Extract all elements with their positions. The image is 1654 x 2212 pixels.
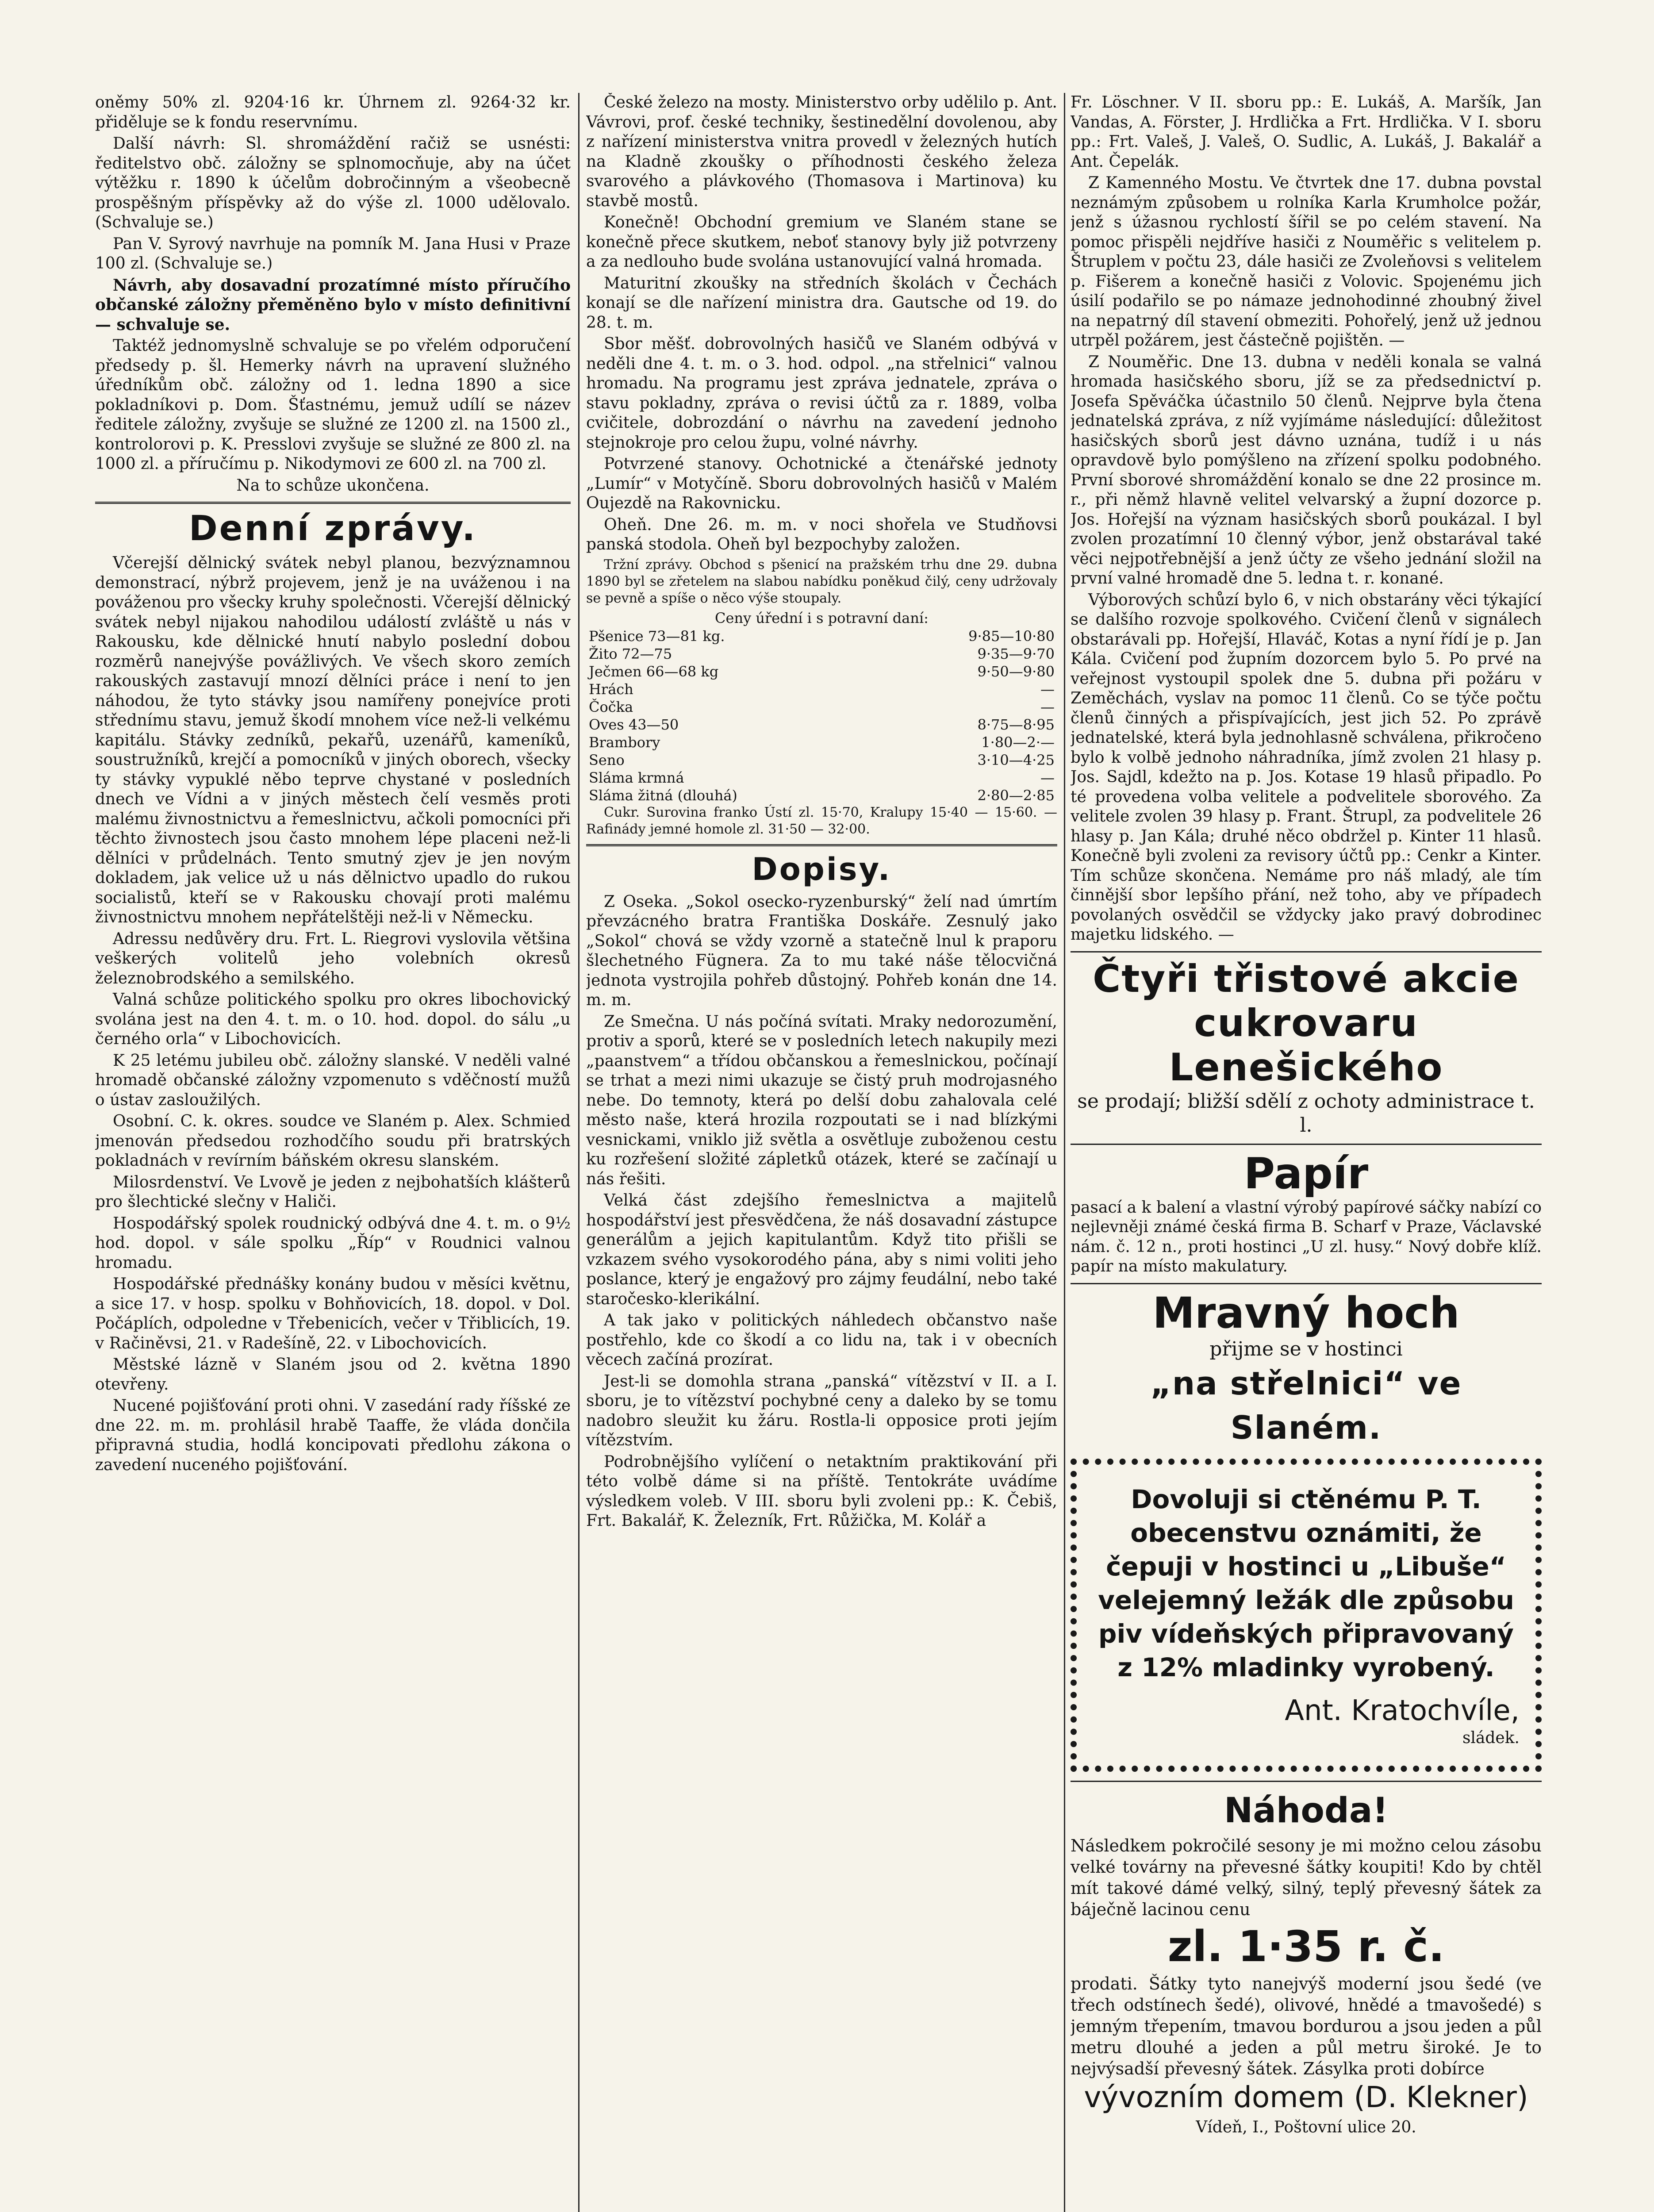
news-item: Adressu nedůvěry dru. Frt. L. Riegrovi vyslovila většina veškerých volitelů jeho volebních okresů železnobrodského a semilského. [95,929,571,987]
ad-boy-place: „na střelnici“ ve Slaném. [1150,1364,1462,1446]
price-row: Seno 3·10—4·25 [589,751,1055,768]
ad-shawls-title: Náhoda! [1224,1791,1389,1831]
price-row: Sláma žitná (dlouhá) 2·80—2·85 [589,787,1055,804]
news-item: České železo na mosty. Ministerstvo orby udělilo p. Ant. Vávrovi, prof. české techniky, šestinedělní dovolenou, aby z nařízení ministerstva vnitra provedl v železných hutích na Kladně zkoušky o příhodnosti českého železa svarového a plávkového (Thomasova i Martinova) ku stavbě mostů. [586,93,1057,210]
section-title-letters: Dopisy. [752,851,892,887]
news-item: K 25 letému jubileu obč. záložny slanské. V neděli valné hromadě občanské záložny vzpomenuto s vděčností mužů o ústav zasloužilých. [95,1051,571,1109]
ad-shares-text: se prodají; bližší sdělí z ochoty administrace t. l. [1077,1090,1535,1137]
news-item: Milosrdenství. Ve Lvově je jeden z nejbohatších klášterů pro šlechtické slečny v Haliči. [95,1173,571,1211]
section-divider [586,844,1057,846]
news-item: Hospodářské přednášky konány budou v měsíci květnu, a sice 17. v hosp. spolku v Bohňovicích, 18. dopol. v Dol. Počáplích, odpoledne v Třebenicích, večer v Třiblicích, 19. v Račiněvsi, 21. v Radešíně, 22. v Libochovicích. [95,1275,571,1352]
ad-shares [1071,957,1542,1137]
price-row: Brambory 1·80—2·— [589,733,1055,751]
newspaper-page [95,93,1542,2212]
price-row: Sláma krmná — [589,769,1055,786]
news-item: Včerejší dělnický svátek nebyl planou, bezvýznamnou demonstrací, nýbrž projevem, jenž je na uváženou i na pováženou pro všecky kruhy společnosti. Včerejší dělnický svátek nebyl nijakou nahodilou událostí zvláště u nás v Rakousku, kde dělnické hnutí nabylo poslední dobou rozměrů nanejvýše povážlivých. Ve všech skoro zemích rakouských zastavují mnozí dělníci práce i není to jen náhodou, že tyto stávky jsou namířeny ponejvíce proti střednímu stavu, jemuž škodí mnohem více než-li velkému kapitálu. Stávky zedníků, pekařů, uzenářů, kameníků, soustružníků, krejčí a pomocníků v jiných oborech, všecky ty stávky vypuklé něbo teprve chystané v posledních dnech ve Vídni a v jiných městech čelí vesměs proti malému živnostnictvu a řemeslnictvu, ačkoli pomocníci při těchto živnostech jsou často mnohem lépe placeni než-li dělníci v průdelnách. Tento smutný zjev je jen novým dokladem, jak velice už u nás dělnictvo upadlo do rukou socialistů, kteří se v Rakousku chovají proti malému živnostnictvu mnohem nepřátelštěji než-li v Německu. [95,554,571,926]
price-row: Čočka — [589,698,1055,715]
section-divider [95,502,571,504]
news-item: Osobní. C. k. okres. soudce ve Slaném p. Alex. Schmied jmenován předsedou rozhodčího soudu při bratrských pokladnách v revírním báňském okresu slanském. [95,1112,571,1170]
price-table [586,609,1057,804]
news-item: Oheň. Dne 26. m. m. v noci shořela ve Studňovsi panská stodola. Oheň byl bezpochyby založen. [586,515,1057,553]
ad-beer [1071,1459,1542,1772]
market-report: Tržní zprávy. Obchod s pšenicí na pražském trhu dne 29. dubna 1890 byl se zřetelem na slabou nabídku poněkud čilý, ceny udržovaly se pevně a spíše o něco výše stoupaly. [586,557,1057,606]
news-item: Z Kamenného Mostu. Ve čtvrtek dne 17. dubna povstal neznámým způsobem u rolníka Karla Krumholce požár, jenž s úžasnou rychlostí šířil se po celém stavení. Na pomoc přispěli nejdříve hasiči z Nouměřic s velitelem p. Štruplem v počtu 23, dále hasiči ze Zvoleňovsi s velitelem p. Fišerem a konečně hasiči z Volovic. Spojenému jich úsilí podařilo se po námaze jednohodinné zhoubný živel na nepatrný díl stavení obmeziti. Pohořelý, jenž už jednou utrpěl požárem, jest částečně pojištěn. — [1071,174,1542,349]
column-2 [586,93,1057,2212]
column-3 [1071,93,1542,2212]
article-para: Taktéž jednomyslně schvaluje se po vřelém odporučení předsedy p. šl. Hemerky návrh na upravení služného úředníkům obč. záložny od 1. ledna 1890 a sice pokladníkovi p. Dom. Šťastnému, jemuž udílí se název ředitele záložny, zvyšuje se služné ze 1200 zl. na 1500 zl., kontrolorovi p. K. Presslovi zvyšuje se služné ze 800 zl. na 1000 zl. a příručímu p. Nikodymovi ze 600 zl. na 700 zl. [95,337,571,473]
ad-boy [1071,1289,1542,1450]
section-title-daily-news: Denní zprávy. [188,509,477,549]
ad-shares-title-2: cukrovaru Lenešického [1169,1001,1443,1090]
ad-shawls-text-1: Následkem pokročilé sesony je mi možno celou zásobu velké továrny na převesné šátky koupiti! Kdo by chtěl mít takové dámé velký, silný, teplý převesný šátek za báječně lacinou cenu [1071,1836,1542,1919]
column-rule [1064,93,1065,2212]
ad-beer-line: piv vídeňských připravovaný [1098,1618,1514,1649]
ad-beer-line: z 12% mladinky vyrobený. [1117,1652,1495,1682]
price-row: Oves 43—50 8·75—8·95 [589,716,1055,733]
ad-beer-signature: Ant. Kratochvíle, [1285,1694,1520,1727]
ad-paper-text: pasací a k balení a vlastní výrobý papírové sáčky nabízí co nejlevněji známé česká firma B. Scharf v Praze, Václavské nám. č. 12 n., proti hostinci „U zl. husy.“ Nový dobře klíž. papír na místo makulatury. [1071,1198,1542,1275]
price-row: Žito 72—75 9·35—9·70 [589,645,1055,662]
news-item: Sbor měšť. dobrovolných hasičů ve Slaném odbývá v neděli dne 4. t. m. o 3. hod. odpol. „na střelnici“ valnou hromadu. Na programu jest zpráva jednatele, zpráva o stavu pokladny, zpráva o revisi účtů za r. 1889, volba cvičitele, dobrozdání o návrhu na zavedení jednoho stejnokroje pro celou župu, volné návrhy. [586,335,1057,452]
article-para: Pan V. Syrový navrhuje na pomník M. Jana Husi v Praze 100 zl. (Schvaluje se.) [95,234,571,273]
ad-paper [1071,1149,1542,1277]
article-para: Návrh, aby dosavadní prozatímné místo příručího občanské záložny přeměněno bylo v místo definitivní — schvaluje se. [95,276,571,334]
letter-item: A tak jako v politických náhledech občanstvo naše postřehlo, kde co škodí a co lidu na, tak i v obecních věcech začíná prozírat. [586,1311,1057,1369]
ad-boy-title: Mravný hoch [1152,1288,1460,1338]
news-item: Fr. Löschner. V II. sboru pp.: E. Lukáš, A. Maršík, Jan Vandas, A. Förster, J. Hrdlička a Frt. Hrdlička. V I. sboru pp.: Frt. Valeš, J. Valeš, O. Sudlic, A. Lukáš, J. Bakalář a Ant. Čepelák. [1071,93,1542,171]
closing-line: Na to schůze ukončena. [236,476,430,495]
column-rule [578,93,579,2212]
letter-item: Podrobnějšího vylíčení o netaktním praktikování při této volbě dáme si na příště. Tentokráte uvádíme výsledkem voleb. V III. sboru byli zvoleni pp.: K. Čebiš, Frt. Bakalář, K. Železník, Frt. Růžička, M. Kolář a [586,1452,1057,1530]
ad-divider [1071,1283,1542,1284]
ad-shawls-price: zl. 1·35 r. č. [1167,1922,1445,1971]
ad-beer-line: obecenstvu oznámiti, že čepuji v hostinci u „Libuše“ [1106,1517,1506,1582]
ad-beer-role: sládek. [1462,1728,1520,1747]
price-row: Hrách — [589,680,1055,698]
article-para: oněmy 50% zl. 9204·16 kr. Úhrnem zl. 9264·32 kr. přiděluje se k fondu reservnímu. [95,93,571,131]
ad-boy-text: přijme se v hostinci [1209,1337,1403,1360]
news-item: Z Nouměřic. Dne 13. dubna v neděli konala se valná hromada hasičského sboru, jíž se za předsednictví p. Josefa Spěváčka účastnilo 50 členů. Nejprve byla čtena jednatelská zpráva, z níž vyjímáme následující: důležitost hasičských sborů jest dávno uznána, tudíž i u nás opravdově bylo pomýšleno na zřízení spolku podobného. První sborové shromáždění konalo se dne 22 prosince m. r., při němž hlavně velitel velvarský a župní dozorce p. Jos. Hořejší na význam hasičských sborů poukázal. I byl zvolen prozatímní 10 členný výbor, jenž obstarával také věci nejpotřebnější a jenž účty ze všeho jednání složil na první valné hromadě dne 5. ledna t. r. konané. [1071,353,1542,588]
article-para: Další návrh: Sl. shromáždění račiž se usnésti: ředitelstvo obč. záložny se splnomocňuje, aby na účet výtěžku r. 1890 k účelům dobročinným a všeobecně prospěšným příspěvky až do výše zl. 1000 udělovalo. (Schvaluje se.) [95,134,571,231]
news-item: Nucené pojišťování proti ohni. V zasedání rady říšské ze dne 22. m. m. prohlásil hrabě Taaffe, že vláda dončila připravná studia, hodlá koncipovati předlohu zákona o zavedení nuceného pojišťování. [95,1397,571,1474]
news-item: Valná schůze politického spolku pro okres libochovický svolána jest na den 4. t. m. o 10. hod. dopol. do sálu „u černého orla“ v Libochovicích. [95,991,571,1048]
ad-paper-title: Papír [1243,1148,1369,1198]
ad-beer-line: Dovoluji si ctěnému P. T. [1131,1484,1481,1514]
letter-item: Jest-li se domohla strana „panská“ vítězství v II. a I. sboru, je to vítězství pochybné ceny a daleko by se tomu nadobro sleužit ku žáru. Rostla-li opposice proti jejím vítězstvím. [586,1372,1057,1449]
news-item: Výborových schůzí bylo 6, v nich obstarány věci týkající se dalšího rozvoje spolkového. Cvičení členů v signálech obstarávali pp. Hořejší, Hlaváč, Kotas a nyní řídí je p. Jan Kála. Cvičení pod župním dozorcem bylo 5. Po prvé na veřejnost vystoupil spolek dne 5. dubna při požáru v Zeměchách, vyslav na pomoc 11 členů. Co se týče počtu členů činných a přispívajících, jest jich 52. Po zprávě jednatelské, která byla jednohlasně schválena, přikročeno bylo k volbě jednoho náhradníka, jímž zvolen 21 hlasy p. Jos. Sajdl, kdežto na p. Jos. Kotase 19 hlasů připadlo. Po té provedena volba velitele a podvelitele sborového. Za velitele zvolen 39 hlasy p. Frant. Štrupl, za podvelitele 26 hlasy p. Jan Kála; druhé něco obdržel p. Kinter 11 hlasů. Konečně byli zvoleni za revisory účtů pp.: Cenkr a Kinter. Tím schůze skončena. Nemáme pro náš mladý, ale tím činnější sbor lepšího přání, než toho, aby ve případech povolaných osvědčil se vždycky jako pravý dobrodinec majetku lidského. — [1071,591,1542,944]
column-1 [95,93,571,2212]
letter-item: Velká část zdejšího řemeslnictva a majitelů hospodářství jest přesvědčena, že náš dosavadní zástupce generálům a jejich kapitulantům. Když tito přišli se vzkazem svého vysokorodého pána, aby s nimi voliti jeho poslance, který je engažový pro zájmy feudální, nebo také staročesko-klerikální. [586,1191,1057,1308]
ad-beer-line: velejemný ležák dle způsobu [1098,1585,1514,1615]
news-item: Hospodářský spolek roudnický odbývá dne 4. t. m. o 9½ hod. dopol. v sále spolku „Říp“ v Roudnici valnou hromadu. [95,1214,571,1272]
ad-shawls [1071,1786,1542,2139]
ad-divider [1071,951,1542,952]
price-table-header: Ceny úřední i s potravní daní: [715,609,929,626]
ad-shares-title-1: Čtyři třistové akcie [1093,956,1520,1001]
ad-shawls-text-2: prodati. Šátky tyto nanejvýš moderní jsou šedé (ve třech odstínech šedé), olivové, hnědé a tmavošedé) s jemným třepením, tmavou bordurou a jsou jeden a půl metru dlouhé a jeden a půl metru široké. Je to nejvýsadší převesný šátek. Zásylka proti dobírce [1071,1974,1542,2078]
ad-shawls-firm: vývozním domem (D. Klekner) [1084,2080,1528,2114]
letter-item: Z Oseka. „Sokol osecko-ryzenburský“ želí nad úmrtím převzácného bratra Františka Doskáře. Zesnulý jako „Sokol“ chová se vždy vzorně a statečně lnul k praporu šlechetného Fügnera. Za to mu také náše tělocvičná jednota vystrojila pohřeb důstojný. Pohřeb konán dne 14. m. m. [586,892,1057,1009]
ad-shawls-address: Vídeň, I., Poštovní ulice 20. [1196,2118,1416,2136]
letter-item: Ze Smečna. U nás počíná svítati. Mraky nedorozumění, protiv a sporů, které se v posledních letech nakupily mezi „paanstvem“ a třídou občanskou a řemeslnickou, počínají se trhat a mezi nimi ukazuje se čistý pruh modrojasného nebe. Do temnoty, která po delší dobu zahalovala celé město naše, která hrozila rozpoutati se i nad blízkými vesnickami, vniklo již světla a osvětluje zuboženou cestu ku rozřešení složité zápletků otázek, které se začínají u nás řešiti. [586,1012,1057,1188]
ad-divider [1071,1781,1542,1782]
news-item: Městské lázně v Slaném jsou od 2. května 1890 otevřeny. [95,1356,571,1394]
sugar-report: Cukr. Surovina franko Ústí zl. 15·70, Kralupy 15·40 — 15·60. — Rafinády jemné homole zl. 31·50 — 32·00. [586,804,1057,837]
price-row: Ječmen 66—68 kg 9·50—9·80 [589,663,1055,680]
news-item: Konečně! Obchodní gremium ve Slaném stane se konečně přece skutkem, neboť stanovy byly již potvrzeny a za nedlouho bude svolána ustanovující valná hromada. [586,213,1057,271]
news-item: Potvrzené stanovy. Ochotnické a čtenářské jednoty „Lumír“ v Motyčíně. Sboru dobrovolných hasičů v Malém Oujezdě na Rakovnicku. [586,455,1057,512]
price-row: Pšenice 73—81 kg. 9·85—10·80 [589,627,1055,645]
ad-divider [1071,1144,1542,1145]
news-item: Maturitní zkoušky na středních školách v Čechách konají se dle nařízení ministra dra. Gautsche od 19. do 28. t. m. [586,274,1057,332]
